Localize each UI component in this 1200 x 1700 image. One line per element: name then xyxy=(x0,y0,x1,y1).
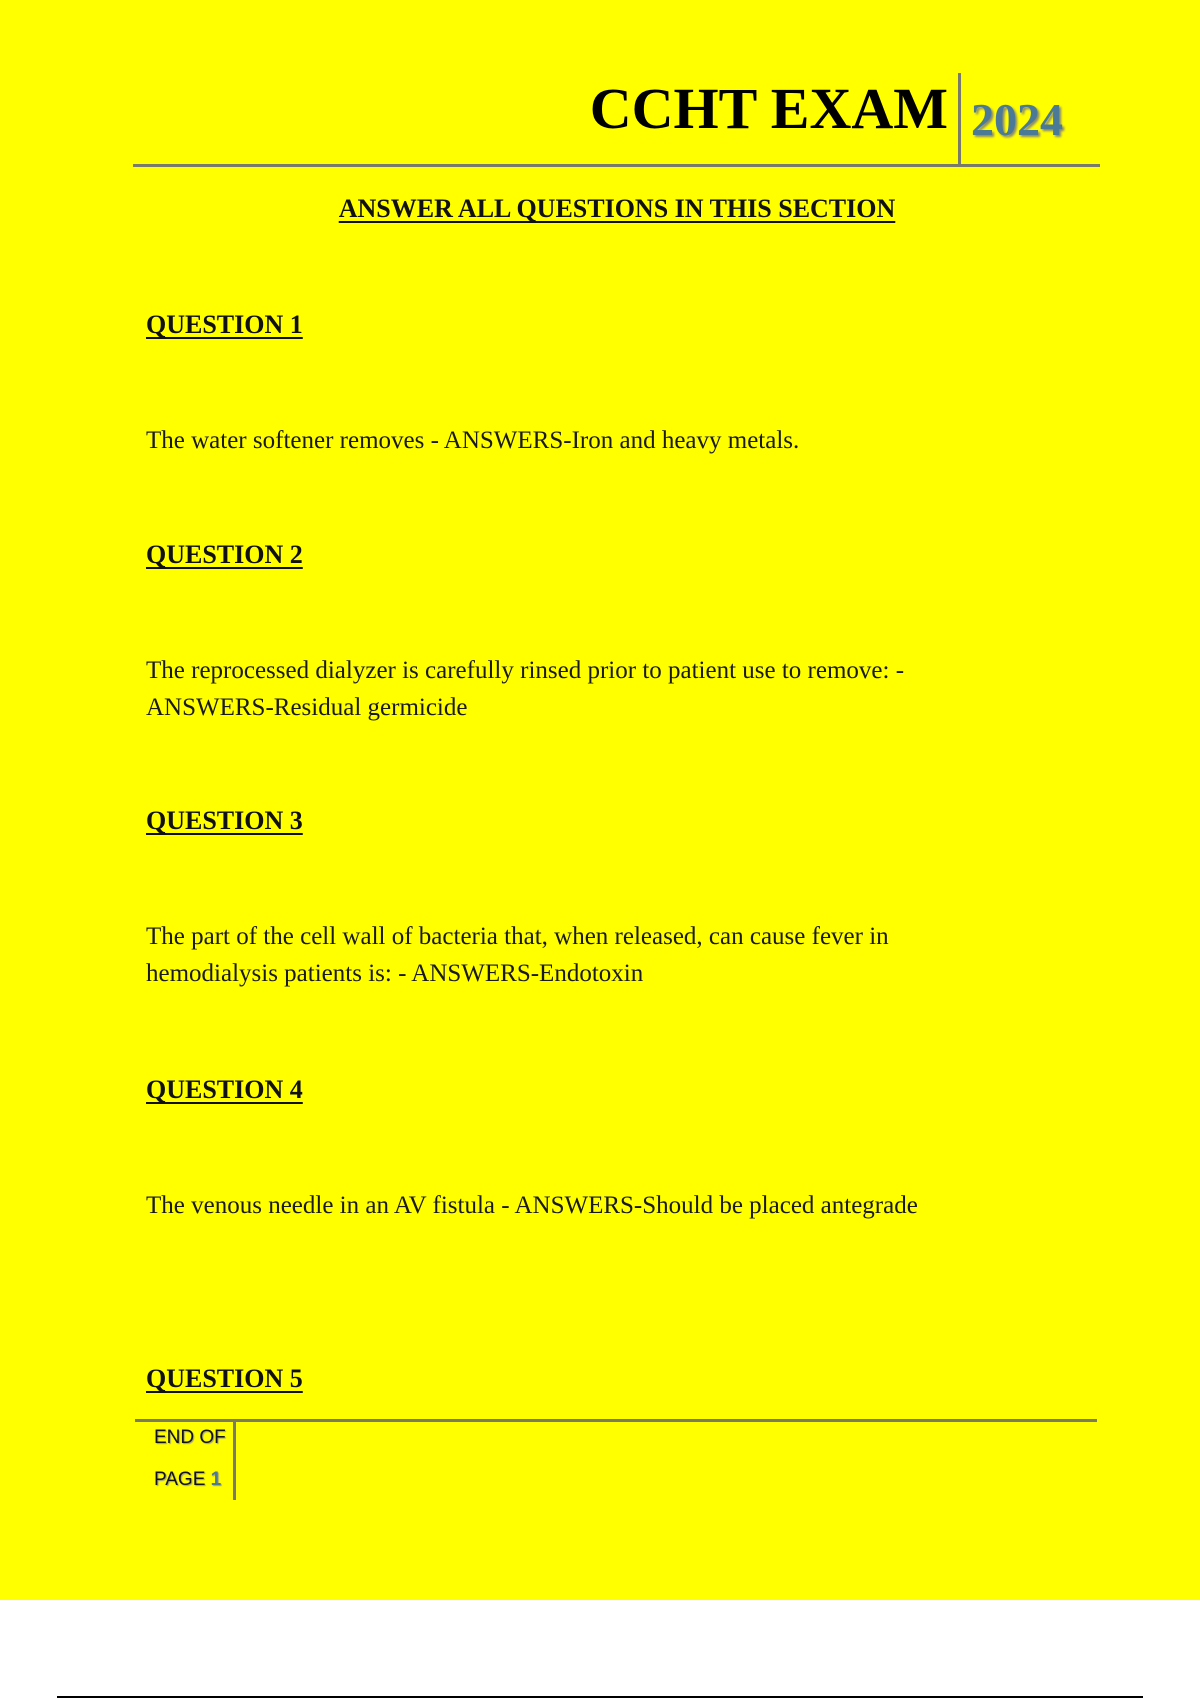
question-2-line-1: The reprocessed dialyzer is carefully rinsed prior to patient use to remove: - xyxy=(146,657,905,684)
question-4-line: The venous needle in an AV fistula - ANSWERS-Should be placed antegrade xyxy=(146,1192,918,1219)
exam-year: 2024 xyxy=(971,94,1063,145)
question-4-heading: QUESTION 4 xyxy=(146,1075,303,1104)
question-2-heading: QUESTION 2 xyxy=(146,540,303,569)
section-heading: ANSWER ALL QUESTIONS IN THIS SECTION xyxy=(338,194,896,223)
footer-divider xyxy=(233,1422,236,1500)
page-header xyxy=(133,70,1100,167)
question-1-heading: QUESTION 1 xyxy=(146,310,303,339)
question-3-line-2: hemodialysis patients is: - ANSWERS-Endotoxin xyxy=(146,960,644,987)
question-2-text xyxy=(146,652,1046,726)
footer-page-number: 1 xyxy=(210,1469,222,1490)
header-divider xyxy=(958,73,961,164)
question-2-line-2: ANSWERS-Residual germicide xyxy=(146,694,468,721)
question-4-text xyxy=(146,1187,1046,1224)
footer-page-word: PAGE xyxy=(154,1469,206,1490)
footer-rule xyxy=(135,1419,1097,1422)
question-1-line: The water softener removes - ANSWERS-Iron and heavy metals. xyxy=(146,427,800,454)
exam-title: CCHT EXAM xyxy=(589,76,948,141)
question-3-text xyxy=(146,918,1046,992)
question-1-text xyxy=(146,422,1046,459)
footer-end-of: END OF xyxy=(154,1427,226,1448)
question-3-line-1: The part of the cell wall of bacteria that, when released, can cause fever in xyxy=(146,923,889,950)
bottom-rule xyxy=(57,1696,1143,1698)
footer-page-label xyxy=(154,1469,221,1491)
question-5-heading: QUESTION 5 xyxy=(146,1364,303,1393)
question-3-heading: QUESTION 3 xyxy=(146,806,303,835)
